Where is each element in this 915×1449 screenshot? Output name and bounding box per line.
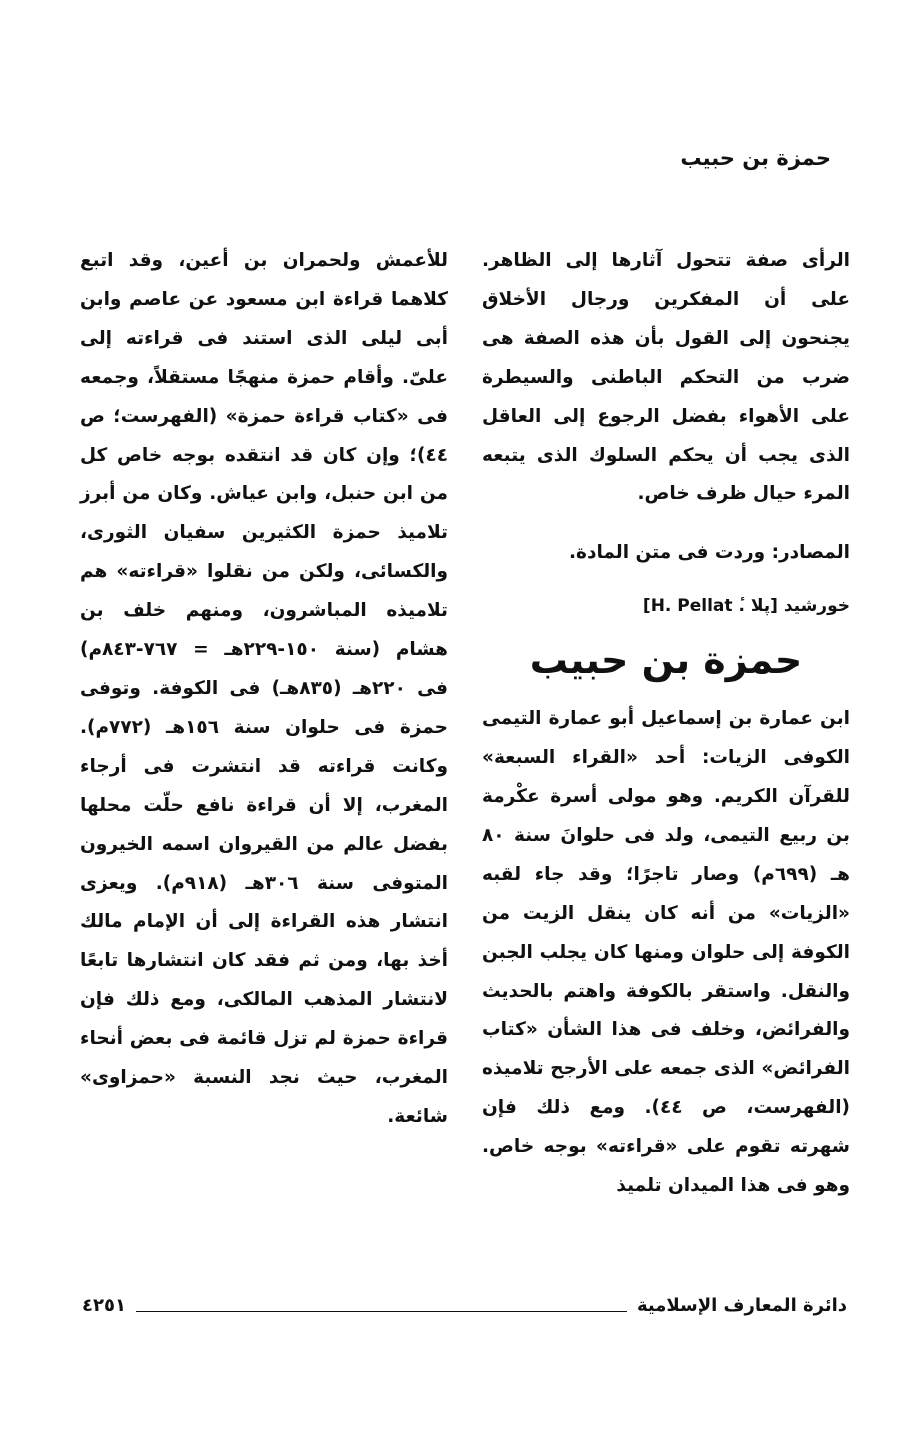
left-column <box>80 242 448 1137</box>
right-column <box>482 242 850 1206</box>
author-latin: H. Pellat <box>650 596 733 617</box>
page-footer <box>82 1290 847 1320</box>
author-close: ] <box>642 596 651 617</box>
article-body: ابن عمارة بن إسماعيل أبو عمارة التيمى الكوفى الزيات: أحد «القراء السبعة» للقرآن الكريم. وهو مولى أسرة عكْرمة بن ربيع التيمى، ولد فى حلوانَ سنة ٨٠ هـ (٦٩٩م) وصار تاجرًا؛ وقد جاء لقبه «الزيات» من أنه كان ينقل الزيت من الكوفة إلى حلوان ومنها كان يجلب الجبن والنقل. واستقر بالكوفة واهتم بالحديث والفرائض، وخلف فى هذا الشأن «كتاب الفرائض» الذى جمعه على الأرجح تلاميذه (الفهرست، ص ٤٤). ومع ذلك فإن شهرته تقوم على «قراءته» بوجه خاص. وهو فى هذا الميدان تلميذ <box>482 708 851 1197</box>
page-number: ٤٢٥١ <box>82 1294 126 1316</box>
running-head: حمزة بن حبيب <box>680 146 831 170</box>
publication-name: دائرة المعارف الإسلامية <box>636 1294 847 1316</box>
article-title: حمزة بن حبيب <box>529 638 803 683</box>
sources-line <box>482 534 850 573</box>
continuation-paragraph: الرأى صفة تتحول آثارها إلى الظاهر. على أن المفكرين ورجال الأخلاق يجنحون إلى القول بأن هذه الصفة هى ضرب من التحكم الباطنى والسيطرة على الأهواء بفضل الرجوع إلى العاقل الذى يجب أن يحكم السلوك الذى يتبعه المرء حيال ظرف خاص. <box>482 250 850 505</box>
author-attribution <box>482 587 850 626</box>
sources-text: : وردت فى متن المادة. <box>569 542 779 564</box>
left-column-text: للأعمش ولحمران بن أعين، وقد اتبع كلاهما قراءة ابن مسعود عن عاصم وابن أبى ليلى الذى استند فى قراءته إلى علىّ. وأقام حمزة منهجًا مستقلاً، وجمعه فى «كتاب قراءة حمزة» (الفهرست؛ ص ٤٤)؛ وإن كان قد انتقده بوجه خاص كل من ابن حنبل، وابن عياش. وكان من أبرز تلاميذ حمزة الكثيرين سفيان الثورى، والكسائى، ولكن من نقلوا «قراءته» هم تلاميذه المباشرون، ومنهم خلف بن هشام (سنة ١٥٠-٢٢٩هـ = ٧٦٧-٨٤٣م) فى ٢٢٠هـ (٨٣٥هـ) فى الكوفة. وتوفى حمزة فى حلوان سنة ١٥٦هـ (٧٧٢م). وكانت قراءته قد انتشرت فى أرجاء المغرب، إلا أن قراءة نافع حلّت محلها بفضل عالم من القيروان اسمه الخيرون المتوفى سنة ٣٠٦هـ (٩١٨م). ويعزى انتشار هذه القراءة إلى أن الإمام مالك أخذ بها، ومن ثم فقد كان انتشارها تابعًا لانتشار المذهب المالكى، ومع ذلك فإن قراءة حمزة لم تزل قائمة فى بعض أنحاء المغرب، حيث نجد النسبة «حمزاوى» شائعة. <box>80 250 449 1127</box>
footer-rule <box>136 1311 627 1312</box>
author-arabic: خورشيد [پلا .ٔ <box>738 596 850 617</box>
sources-label: المصادر <box>778 542 850 564</box>
